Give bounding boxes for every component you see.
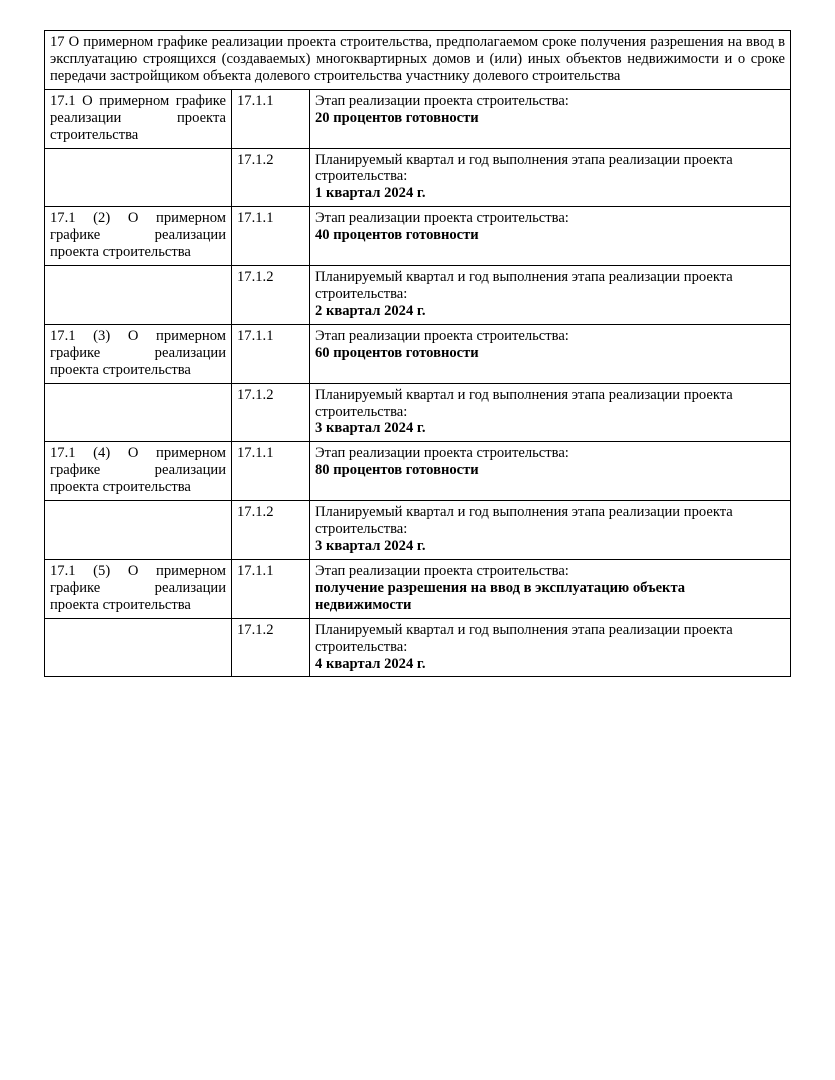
table-body [45,31,791,677]
row-code: 17.1.2 [232,266,310,325]
row-code: 17.1.2 [232,618,310,677]
row-label: 17.1 (5) О примерном графике реализации проекта строительства [45,559,232,618]
table-row [45,618,791,677]
row-value [310,559,791,618]
table-row [45,207,791,266]
row-code: 17.1.1 [232,89,310,148]
table-row [45,501,791,560]
table-row [45,89,791,148]
row-label [45,618,232,677]
row-value [310,89,791,148]
table-row [45,559,791,618]
row-value-text: 40 процентов готовности [315,227,479,244]
row-code: 17.1.2 [232,148,310,207]
row-label: 17.1 (2) О примерном графике реализации проекта строительства [45,207,232,266]
project-schedule-table [44,30,791,677]
row-code: 17.1.1 [232,324,310,383]
row-value [310,324,791,383]
row-value [310,148,791,207]
table-header-row [45,31,791,90]
row-value-text: 3 квартал 2024 г. [315,537,426,554]
table-row [45,324,791,383]
row-caption: Этап реализации проекта строительства: [315,92,569,109]
row-caption: Этап реализации проекта строительства: [315,327,569,344]
row-value-text: 60 процентов готовности [315,344,479,361]
row-value-text: получение разрешения на ввод в эксплуатацию объекта недвижимости [315,579,686,613]
row-value [310,383,791,442]
table-row [45,266,791,325]
row-caption: Планируемый квартал и год выполнения этапа реализации проекта строительства: [315,386,733,420]
row-label: 17.1 (4) О примерном графике реализации проекта строительства [45,442,232,501]
row-value [310,266,791,325]
row-value [310,618,791,677]
table-row [45,383,791,442]
row-code: 17.1.2 [232,501,310,560]
row-value-text: 4 квартал 2024 г. [315,655,426,672]
row-code: 17.1.1 [232,559,310,618]
row-value-text: 20 процентов готовности [315,109,479,126]
row-label [45,266,232,325]
row-value [310,207,791,266]
row-code: 17.1.1 [232,442,310,501]
row-label [45,383,232,442]
row-value-text: 80 процентов готовности [315,462,479,479]
row-label: 17.1 (3) О примерном графике реализации проекта строительства [45,324,232,383]
row-caption: Этап реализации проекта строительства: [315,562,569,579]
row-value [310,442,791,501]
row-value [310,501,791,560]
row-caption: Планируемый квартал и год выполнения этапа реализации проекта строительства: [315,151,733,185]
row-code: 17.1.2 [232,383,310,442]
row-caption: Этап реализации проекта строительства: [315,210,569,227]
row-caption: Планируемый квартал и год выполнения этапа реализации проекта строительства: [315,504,733,538]
row-caption: Планируемый квартал и год выполнения этапа реализации проекта строительства: [315,621,733,655]
section-header-cell: 17 О примерном графике реализации проекта строительства, предполагаемом сроке получения разрешения на ввод в эксплуатацию строящихся (создаваемых) многоквартирных домов и (или) иных объектов недвижимости и о сроке передачи застройщиком объекта долевого строительства участнику долевого строительства [45,31,791,90]
row-label [45,501,232,560]
table-row [45,442,791,501]
row-value-text: 1 квартал 2024 г. [315,185,426,202]
row-value-text: 2 квартал 2024 г. [315,302,426,319]
row-label: 17.1 О примерном графике реализации проекта строительства [45,89,232,148]
row-caption: Планируемый квартал и год выполнения этапа реализации проекта строительства: [315,269,733,302]
row-code: 17.1.1 [232,207,310,266]
row-label [45,148,232,207]
row-caption: Этап реализации проекта строительства: [315,445,569,462]
table-row [45,148,791,207]
row-value-text: 3 квартал 2024 г. [315,420,426,437]
